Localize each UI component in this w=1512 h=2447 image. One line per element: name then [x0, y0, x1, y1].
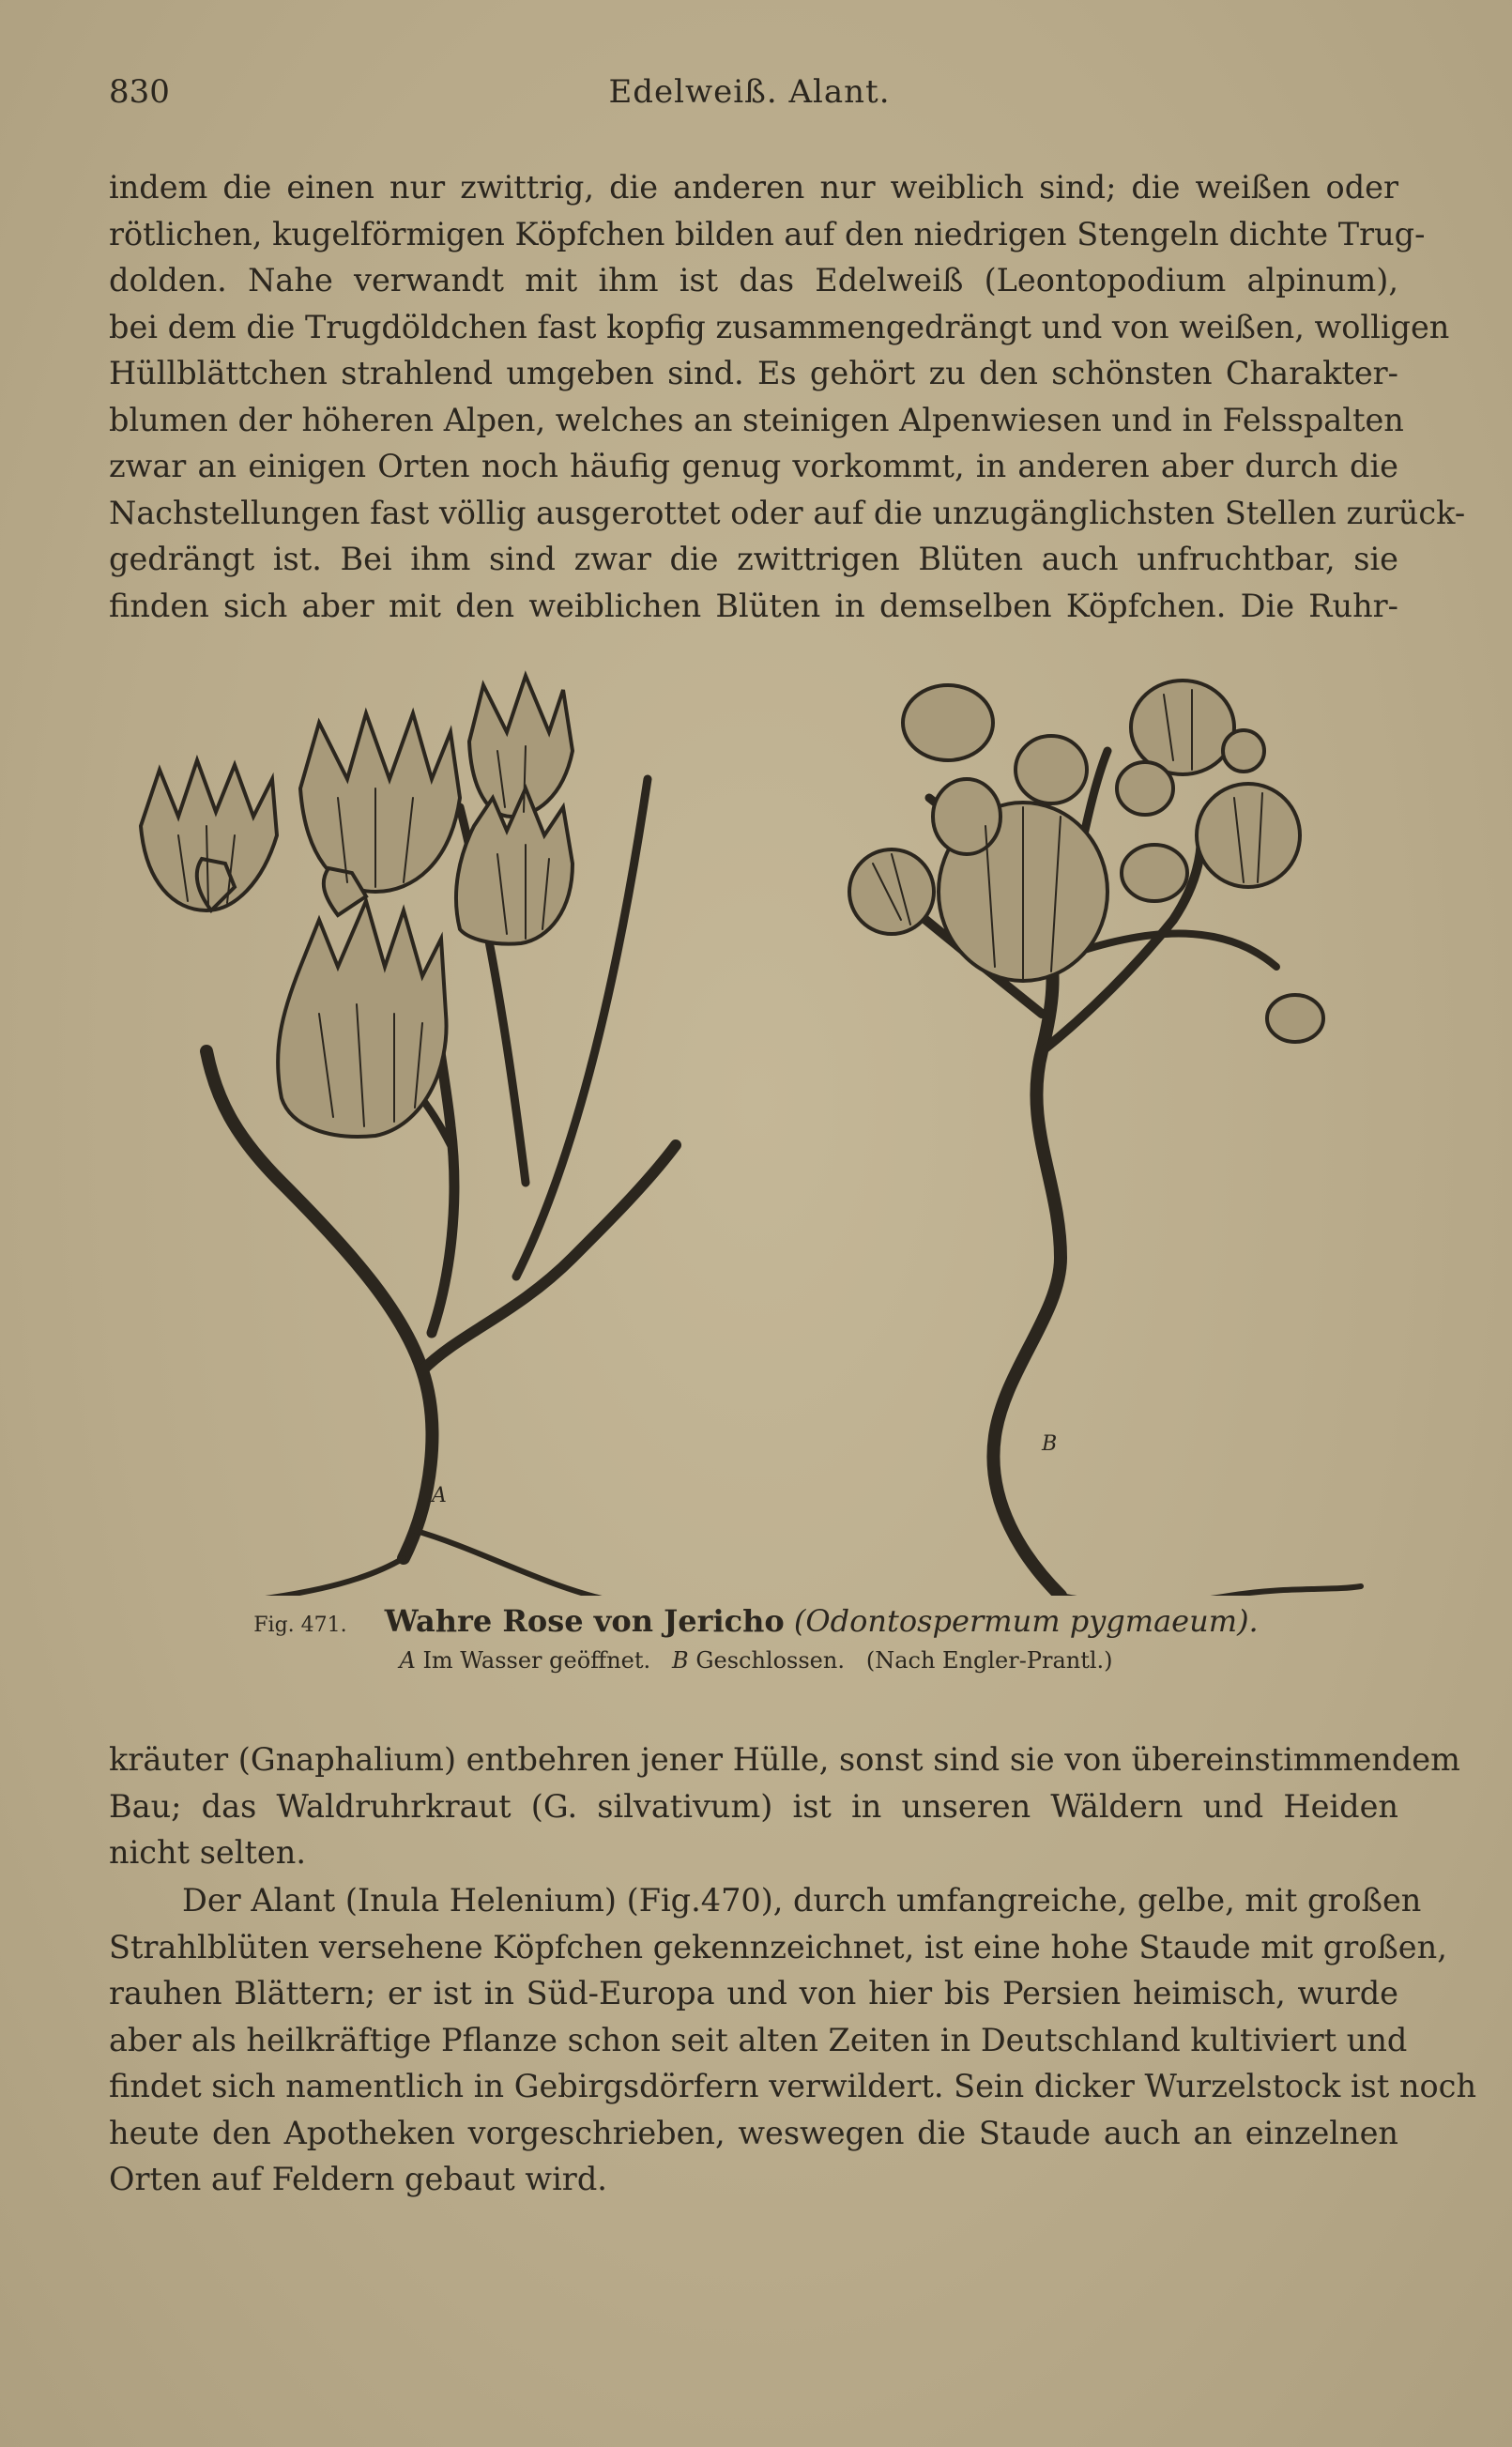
text-line: nicht selten.	[109, 1834, 306, 1871]
figure-title: Wahre Rose von Jericho	[384, 1603, 785, 1639]
text-line: dolden. Nahe verwandt mit ihm ist das Edelweiß (Leontopodium alpinum),	[109, 262, 1398, 298]
text-line: rötlichen, kugelförmigen Köpfchen bilden auf den niedrigen Stengeln dichte Trug-	[109, 215, 1426, 252]
plant-b-label: B	[1042, 1432, 1058, 1456]
rose-of-jericho-engraving	[122, 657, 1389, 1596]
figure-title-latin: (Odontospermum pygmaeum).	[793, 1603, 1259, 1639]
text-line: Strahlblüten versehene Köpfchen gekennzeichnet, ist eine hohe Staude mit großen,	[109, 1928, 1447, 1965]
page-number: 830	[109, 73, 170, 111]
text-line: gedrängt ist. Bei ihm sind zwar die zwittrigen Blüten auch unfruchtbar, sie	[109, 541, 1398, 577]
text-line: finden sich aber mit den weiblichen Blüten in demselben Köpfchen. Die Ruhr-	[109, 587, 1398, 624]
text-line: Hüllblättchen strahlend umgeben sind. Es gehört zu den schönsten Charakter-	[109, 355, 1398, 391]
text-line: heute den Apotheken vorgeschrieben, weswegen die Staude auch an einzelnen	[109, 2114, 1398, 2151]
page-header	[109, 73, 1390, 120]
subcaption-a-label: A	[399, 1647, 416, 1674]
text-line: Orten auf Feldern gebaut wird.	[109, 2161, 607, 2197]
text-line: indem die einen nur zwittrig, die anderen nur weiblich sind; die weißen oder	[109, 169, 1398, 206]
text-line: aber als heilkräftige Pflanze schon seit alten Zeiten in Deutschland kultiviert und	[109, 2021, 1408, 2058]
text-line: rauhen Blättern; er ist in Süd-Europa und von hier bis Persien heimisch, wurde	[109, 1975, 1398, 2011]
text-line: kräuter (Gnaphalium) entbehren jener Hülle, sonst sind sie von übereinstimmendem	[109, 1741, 1460, 1778]
paragraph-3	[109, 1877, 1477, 2203]
paragraph-2	[109, 1736, 1460, 1876]
paragraph-1	[109, 164, 1466, 629]
text-line: findet sich namentlich in Gebirgsdörfern verwildert. Sein dicker Wurzelstock ist noch	[109, 2068, 1477, 2104]
text-line: Nachstellungen fast völlig ausgerottet oder auf die unzugänglichsten Stellen zurück-	[109, 494, 1466, 531]
subcaption-b-text: Geschlossen.	[695, 1647, 845, 1674]
plant-a-label: A	[432, 1484, 447, 1507]
text-line: blumen der höheren Alpen, welches an steinigen Alpenwiesen und in Felsspalten	[109, 401, 1404, 438]
running-head: Edelweiß. Alant.	[608, 73, 891, 111]
text-line: Der Alant (Inula Helenium) (Fig.470), durch umfangreiche, gelbe, mit großen	[182, 1882, 1422, 1919]
subcaption-b-label: B	[672, 1647, 689, 1674]
text-line: Bau; das Waldruhrkraut (G. silvativum) ist in unseren Wäldern und Heiden	[109, 1787, 1398, 1825]
figure-illustration	[122, 657, 1389, 1596]
figure-source: (Nach Engler-Prantl.)	[865, 1647, 1113, 1674]
figure-subcaption	[0, 1647, 1512, 1674]
text-line: zwar an einigen Orten noch häufig genug vorkommt, in anderen aber durch die	[109, 448, 1398, 484]
figure-caption	[0, 1603, 1512, 1639]
text-line: bei dem die Trugdöldchen fast kopfig zusammengedrängt und von weißen, wolligen	[109, 308, 1450, 345]
figure-number: Fig. 471.	[253, 1613, 347, 1637]
subcaption-a-text: Im Wasser geöffnet.	[422, 1647, 651, 1674]
